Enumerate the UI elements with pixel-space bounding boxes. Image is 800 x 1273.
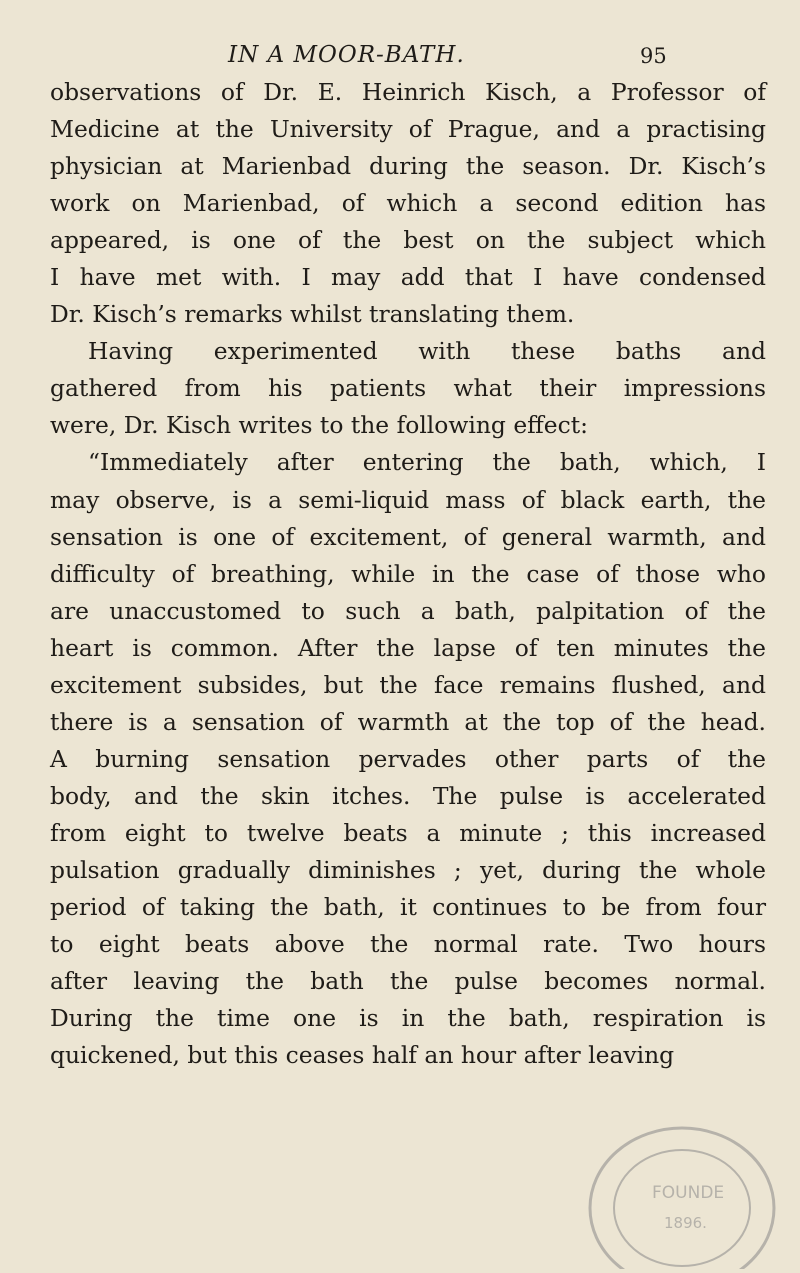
- text-line: there is a sensation of warmth at the top of the head.: [50, 707, 766, 736]
- text-line: “Immediately after entering the bath, which, I: [88, 448, 766, 477]
- text-line: difficulty of breathing, while in the case of those who: [50, 559, 766, 588]
- text-line: gathered from his patients what their impressions: [50, 374, 766, 403]
- text-line: Medicine at the University of Prague, and a practising: [50, 115, 766, 144]
- text-line: work on Marienbad, of which a second edition has: [50, 189, 766, 218]
- text-line: to eight beats above the normal rate. Two hours: [50, 930, 766, 959]
- body-text: [50, 74, 766, 1074]
- page-number: 95: [640, 44, 667, 68]
- text-line: A burning sensation pervades other parts of the: [50, 744, 766, 773]
- text-line: During the time one is in the bath, respiration is: [50, 1004, 766, 1033]
- text-line: sensation is one of excitement, of general warmth, and: [50, 522, 766, 551]
- text-line: after leaving the bath the pulse becomes normal.: [50, 967, 766, 996]
- text-line: Having experimented with these baths and: [88, 337, 766, 366]
- text-line: quickened, but this ceases half an hour after leaving: [50, 1041, 675, 1070]
- text-line: physician at Marienbad during the season. Dr. Kisch’s: [50, 152, 766, 181]
- text-line: I have met with. I may add that I have condensed: [50, 263, 766, 292]
- text-line: excitement subsides, but the face remains flushed, and: [50, 670, 766, 699]
- stamp-founded-label: FOUNDE: [652, 1183, 725, 1203]
- library-stamp: [560, 1050, 790, 1269]
- text-line: appeared, is one of the best on the subject which: [50, 226, 766, 255]
- text-line: body, and the skin itches. The pulse is accelerated: [50, 781, 766, 810]
- text-line: were, Dr. Kisch writes to the following effect:: [50, 411, 589, 440]
- text-line: Dr. Kisch’s remarks whilst translating them.: [50, 300, 575, 329]
- stamp-graphic: [560, 1050, 790, 1269]
- text-line: from eight to twelve beats a minute ; this increased: [50, 818, 766, 847]
- running-head-title: IN A MOOR-BATH.: [228, 42, 465, 68]
- text-line: heart is common. After the lapse of ten minutes the: [50, 633, 766, 662]
- text-line: period of taking the bath, it continues to be from four: [50, 893, 766, 922]
- text-line: observations of Dr. E. Heinrich Kisch, a Professor of: [50, 78, 766, 106]
- text-line: pulsation gradually diminishes ; yet, during the whole: [50, 855, 766, 884]
- stamp-year: 1896.: [664, 1214, 707, 1232]
- text-line: are unaccustomed to such a bath, palpitation of the: [50, 596, 766, 625]
- text-line: may observe, is a semi-liquid mass of black earth, the: [50, 485, 766, 514]
